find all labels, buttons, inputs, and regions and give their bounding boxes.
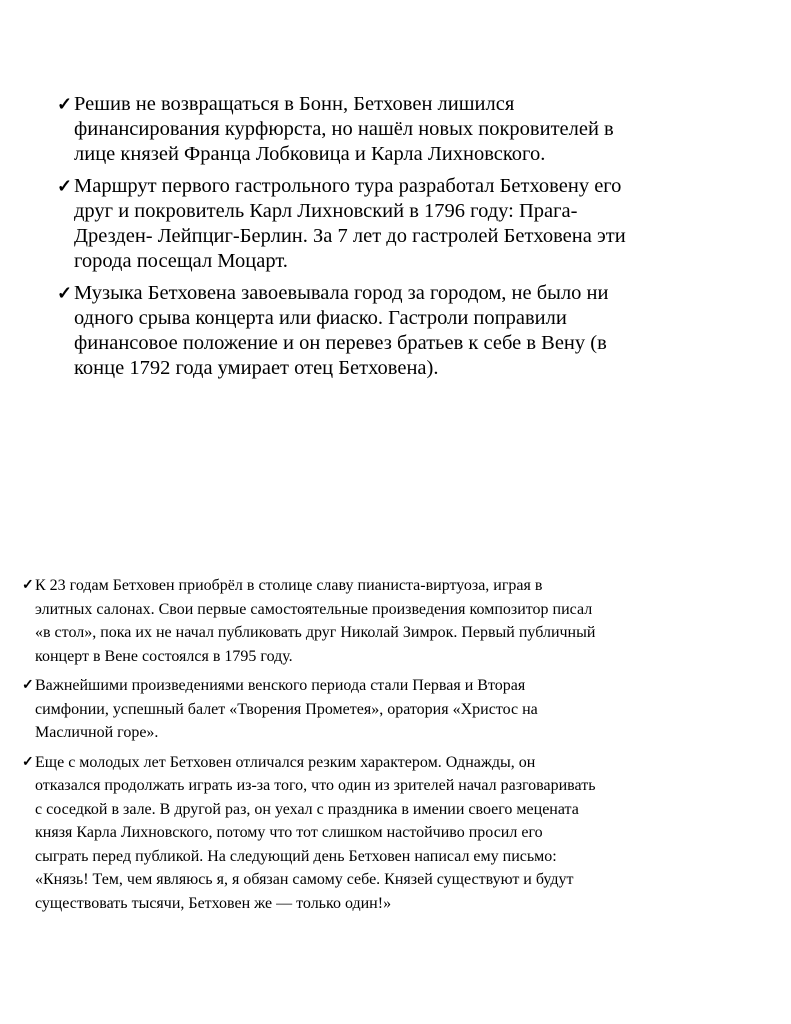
checkmark-icon: ✓ bbox=[22, 578, 34, 593]
checkmark-icon: ✓ bbox=[57, 283, 73, 303]
text-line: князя Карла Лихновского, потому что тот слишком настойчиво просил его bbox=[35, 824, 543, 841]
text-line: концерт в Вене состоялся в 1795 году. bbox=[35, 647, 293, 665]
text-line: одного срыва концерта или фиаско. Гастроли поправили bbox=[74, 307, 567, 329]
text-line: «в стол», пока их не начал публиковать друг Николай Зимрок. Первый публичный bbox=[35, 624, 596, 641]
text-line: финансирования курфюрста, но нашёл новых покровителей в bbox=[74, 118, 614, 140]
text-line: финансовое положение и он перевез братьев к себе в Вену (в bbox=[74, 332, 607, 354]
text-line: с соседкой в зале. В другой раз, он уехал с праздника в имении своего мецената bbox=[35, 800, 579, 818]
text-line: друг и покровитель Карл Лихновский в 1796 году: Прага- bbox=[74, 200, 578, 222]
checkmark-icon: ✓ bbox=[22, 678, 34, 693]
text-line: города посещал Моцарт. bbox=[74, 250, 288, 272]
text-line: конце 1792 года умирает отец Бетховена). bbox=[74, 357, 439, 379]
text-line: К 23 годам Бетховен приобрёл в столице славу пианиста-виртуоза, играя в bbox=[35, 577, 543, 594]
bullet-item bbox=[22, 574, 742, 668]
text-line: лице князей Франца Лобковица и Карла Лихновского. bbox=[74, 143, 546, 165]
bullet-item bbox=[57, 281, 757, 381]
text-line: Дрезден- Лейпциг-Берлин. За 7 лет до гастролей Бетховена эти bbox=[74, 225, 626, 247]
bullet-item bbox=[22, 751, 742, 916]
text-line: Масличной горе». bbox=[35, 724, 159, 741]
text-line: Еще с молодых лет Бетховен отличался резким характером. Однажды, он bbox=[35, 753, 536, 771]
text-line: отказался продолжать играть из-за того, что один из зрителей начал разговаривать bbox=[35, 777, 596, 794]
bullet-item bbox=[22, 674, 742, 745]
top-bullet-list bbox=[57, 92, 757, 388]
text-line: симфонии, успешный балет «Творения Прометея», оратория «Христос на bbox=[35, 700, 538, 718]
text-line: сыграть перед публикой. На следующий день Бетховен написал ему письмо: bbox=[35, 847, 557, 865]
bottom-bullet-list bbox=[22, 574, 742, 921]
checkmark-icon: ✓ bbox=[22, 754, 34, 770]
checkmark-icon: ✓ bbox=[57, 176, 73, 196]
text-line: Маршрут первого гастрольного тура разработал Бетховену его bbox=[74, 175, 622, 197]
text-line: существовать тысячи, Бетховен же — только один!» bbox=[35, 894, 392, 912]
text-line: Решив не возвращаться в Бонн, Бетховен лишился bbox=[74, 93, 515, 115]
checkmark-icon: ✓ bbox=[57, 94, 73, 114]
bullet-item bbox=[57, 92, 757, 167]
text-line: Важнейшими произведениями венского периода стали Первая и Вторая bbox=[35, 677, 526, 694]
text-line: Музыка Бетховена завоевывала город за городом, не было ни bbox=[74, 282, 609, 304]
text-line: элитных салонах. Свои первые самостоятельные произведения композитор писал bbox=[35, 600, 593, 618]
bullet-item bbox=[57, 174, 757, 274]
text-line: «Князь! Тем, чем являюсь я, я обязан самому себе. Князей существуют и будут bbox=[35, 871, 574, 888]
